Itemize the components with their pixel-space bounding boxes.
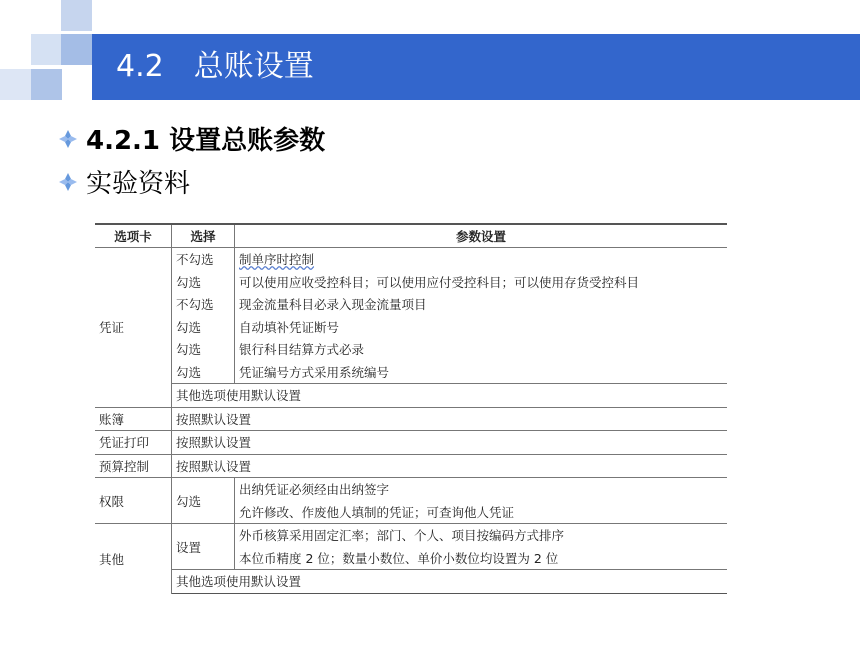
row-label: 凭证打印: [95, 431, 172, 455]
row-label: 凭证: [95, 248, 172, 408]
row-choice: 勾选: [172, 338, 235, 361]
row-setting: 允许修改、作废他人填制的凭证；可查询他人凭证: [239, 504, 515, 520]
table-row: [95, 248, 727, 271]
row-choice: 勾选: [172, 361, 235, 384]
row-choice: 勾选: [172, 316, 235, 339]
header-setting: 参数设置: [235, 224, 728, 248]
decor-square: [31, 69, 62, 100]
table-row: [95, 316, 727, 339]
table-row: [95, 384, 727, 408]
row-label: 权限: [95, 478, 172, 524]
table-row: [95, 338, 727, 361]
row-choice: 勾选: [172, 271, 235, 294]
row-setting: 按照默认设置: [172, 407, 728, 431]
row-setting: 银行科目结算方式必录: [239, 342, 365, 358]
row-setting: 其他选项使用默认设置: [172, 570, 728, 594]
header-choice: 选择: [172, 224, 235, 248]
row-setting: 可以使用应收受控科目；可以使用应付受控科目；可以使用存货受控科目: [239, 274, 640, 290]
table-row: [95, 293, 727, 316]
table-row: [95, 454, 727, 478]
row-setting: 出纳凭证必须经由出纳签字: [235, 478, 728, 501]
header-tab: 选项卡: [95, 224, 172, 248]
table-row: [95, 524, 727, 547]
table-row: [95, 570, 727, 594]
bullet-item: [58, 163, 190, 200]
decor-square: [0, 69, 31, 100]
table-row: [95, 407, 727, 431]
slide-title: 4.2 总账设置: [116, 49, 314, 84]
row-choice: 设置: [172, 524, 235, 570]
row-setting: 其他选项使用默认设置: [172, 384, 728, 408]
row-setting: 本位币精度 2 位；数量小数位、单价小数位均设置为 2 位: [239, 550, 559, 566]
row-label: 账簿: [95, 407, 172, 431]
row-label: 预算控制: [95, 454, 172, 478]
row-choice: 不勾选: [172, 248, 235, 271]
bullet-item: [58, 120, 325, 157]
row-setting: 按照默认设置: [172, 454, 728, 478]
row-setting: 凭证编号方式采用系统编号: [239, 364, 390, 380]
row-setting: 外币核算采用固定汇率；部门、个人、项目按编码方式排序: [235, 524, 728, 547]
decor-square: [61, 34, 92, 65]
row-setting: 按照默认设置: [172, 431, 728, 455]
diamond-bullet-icon: [58, 172, 78, 192]
decor-square: [31, 34, 62, 65]
table-row: [95, 478, 727, 501]
row-label: 其他: [95, 524, 172, 594]
table-header-row: [95, 224, 727, 248]
bullet-text: 实验资料: [86, 169, 191, 199]
row-choice: 不勾选: [172, 293, 235, 316]
row-setting-text: 制单序时控制: [239, 252, 315, 268]
row-choice: 勾选: [172, 478, 235, 524]
row-setting: [235, 248, 728, 271]
bullet-text: 4.2.1 设置总账参数: [86, 126, 326, 156]
table-row: [95, 271, 727, 294]
table-row: [95, 361, 727, 384]
table-row: [95, 431, 727, 455]
settings-table: [95, 223, 727, 594]
row-setting: 现金流量科目必录入现金流量项目: [239, 297, 427, 313]
row-setting: 自动填补凭证断号: [239, 319, 340, 335]
diamond-bullet-icon: [58, 129, 78, 149]
decor-square: [61, 0, 92, 31]
